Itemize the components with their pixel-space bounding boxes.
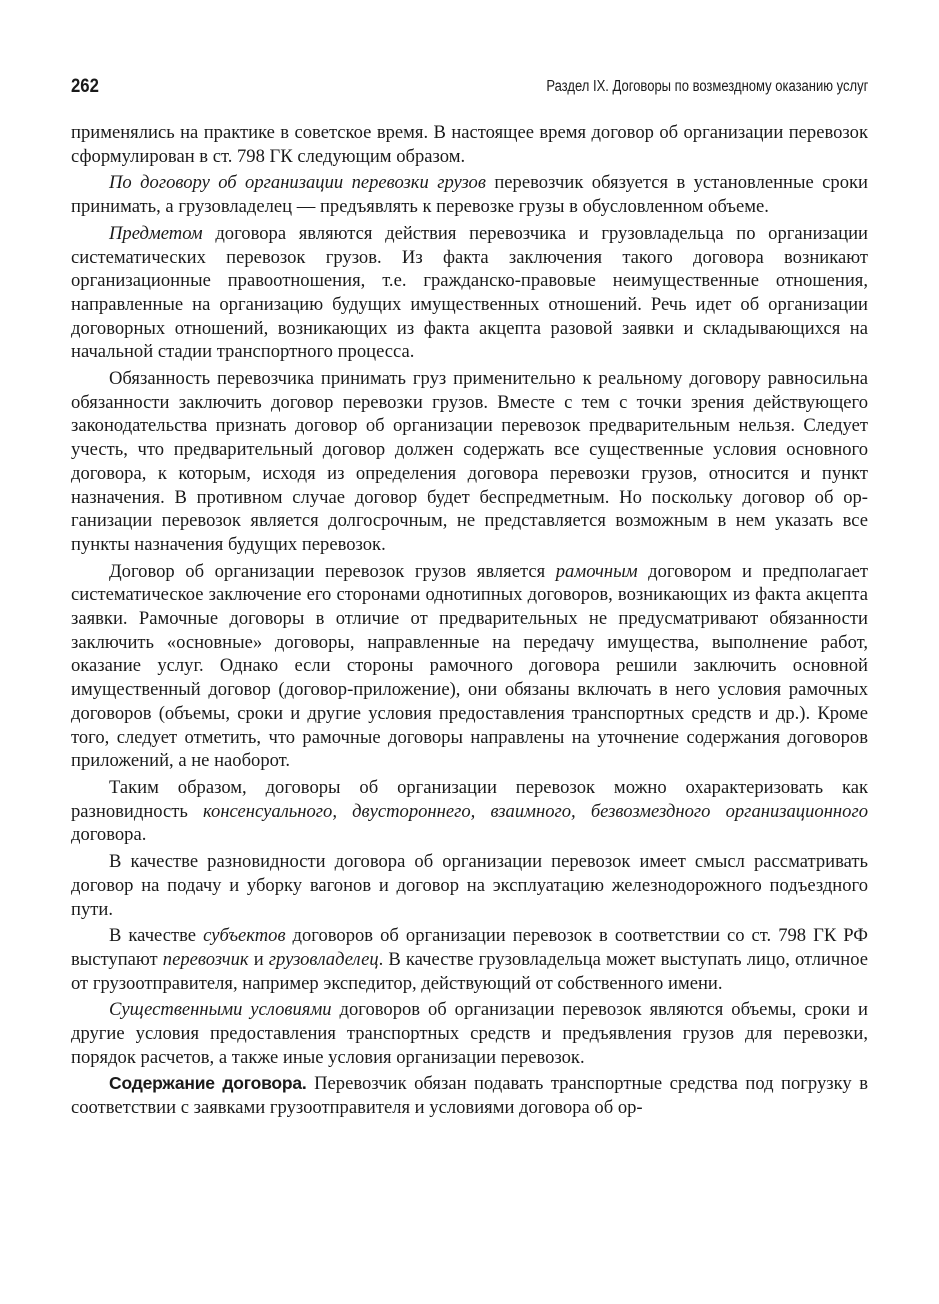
italic-term: Существенными условиями (109, 999, 332, 1021)
italic-term: субъектов (203, 925, 286, 947)
italic-term: грузовладелец (268, 948, 379, 970)
paragraph: По договору об организации перевозки грузов перевозчик обязуется в установленные сроки принимать, а грузовладелец — предъявлять к перевозке грузы в обусловленном объеме. (71, 172, 868, 218)
paragraph: В качестве разновидности договора об организации перевозок имеет смысл рассматривать договор на подачу и уборку вагонов и договор на эксплуатацию железнодорожного подъездного пути. (71, 851, 868, 920)
paragraph: Договор об организации перевозок грузов является рамочным договором и предполагает систематическое заключение его сторонами однотипных договоров, возникающих из факта акцепта заявки. Рамочные договоры в отличие от предварительных не предусматривают обязанности заключить «основные» договоры, направленные на передачу имущества, выполнение работ, оказание услуг. Однако если стороны рамочного договора решили заключить основной имущественный договор (договор-приложение), они обязаны включать в него условия рамочных договоров (объемы, сроки и другие условия предоставления транспортных средств и др.). Кроме того, следует отметить, что рамочные договоры направлены на уточнение содержания договоров приложений, а не наоборот. (71, 560, 868, 772)
paragraph: применялись на практике в советское время. В настоящее время договор об организации перевозок сформулирован в ст. 798 ГК следующим образом. (71, 122, 868, 167)
italic-term: Предметом (109, 222, 203, 244)
paragraph: В качестве субъектов договоров об организации перевозок в соответствии со ст. 798 ГК РФ выступают перевозчик и грузовладелец. В качестве грузовладельца может выступать лицо, отличное от грузоотправителя, например экспедитор, действующий от собственного имени. (71, 925, 869, 994)
italic-term: консенсуального, двустороннего, взаимного, безвозмездного организационного (203, 800, 868, 822)
italic-term: По договору об организации перевозки грузов (109, 172, 486, 194)
italic-term: перевозчик (162, 948, 249, 970)
paragraph: Таким образом, договоры об организации перевозок можно охарактеризовать как разновидность консенсуального, двустороннего, взаимного, безвозмездного организационного договора. (71, 776, 868, 846)
section-lead: Содержание договора. (109, 1073, 307, 1094)
paragraph: Предметом договора являются действия перевозчика и грузовладельца по организации систематических перевозок грузов. Из факта заключения такого договора возникают организационные правоотношения, т.е. гражданско-правовые неимущественные отношения, направленные на организацию будущих имущественных отношений. Речь идет об организации договорных отношений, возникающих из факта акцепта разовой заявки и складывающихся на начальной стадии транспортного процесса. (71, 222, 868, 363)
paragraph: Существенными условиями договоров об организации перевозок являются объемы, сроки и другие условия предоставления транспортных средств и предъявления грузов для перевозки, порядок расчетов, а также иные условия организации перевозок. (71, 999, 868, 1068)
paragraph: Содержание договора. Перевозчик обязан подавать транспортные средства под погрузку в соответствии с заявками грузоотправителя и условиями договора об ор- (71, 1073, 868, 1119)
paragraph: Обязанность перевозчика принимать груз применительно к реальному договору равносильна обязанности заключить договор перевозки грузов. Вместе с тем с точки зрения действующего законодательства признать договор об организации перевозок предварительным нельзя. Следует учесть, что предварительный договор должен содержать все существенные условия основного договора, к которым, исходя из определения договора перевозки грузов, относится и пункт назначения. В противном случае договор будет беспредметным. Но поскольку договор об организации перевозок является долгосрочным, не представляется возможным в нем указать все пункты назначения будущих перевозок. (71, 368, 868, 555)
italic-term: рамочным (555, 560, 638, 582)
page-header (71, 76, 868, 106)
page-number: 262 (71, 76, 99, 97)
body-text (71, 121, 868, 1123)
running-head: Раздел IX. Договоры по возмездному оказанию услуг (545, 78, 868, 95)
